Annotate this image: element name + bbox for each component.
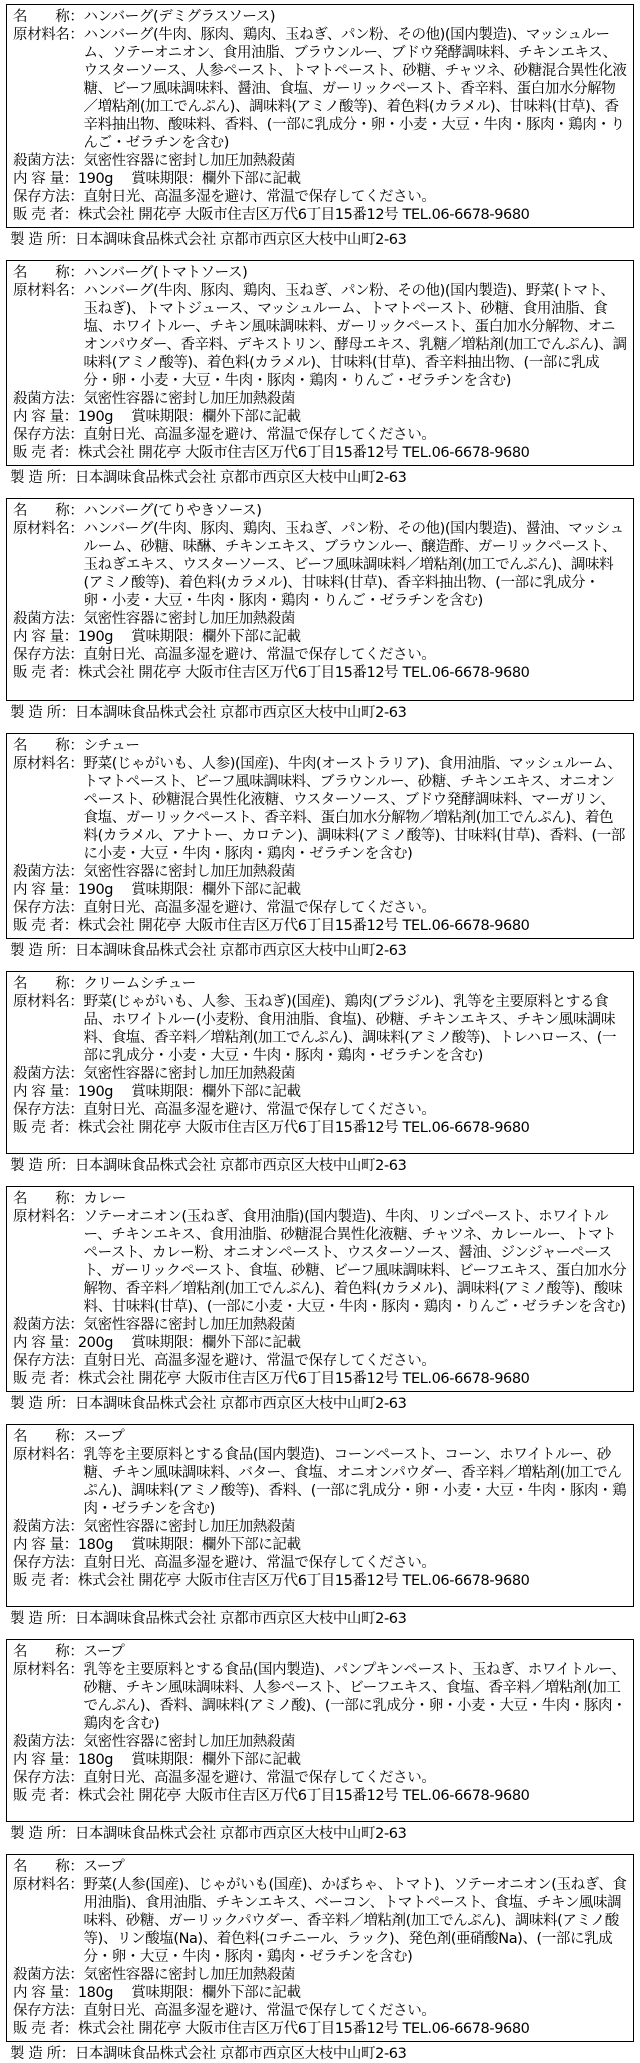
seller-key: 販 売 者：	[13, 2021, 78, 2037]
ingredients-value: 野菜(じゃがいも、人参)(国産)、牛肉(オーストラリア)、食用油脂、マッシュルーム、トマトペースト、ビーフ風味調味料、ブラウンルー、砂糖、チキンエキス、オニオンペースト、砂糖混合異性化液糖、ウスターソース、ブドウ発酵調味料、マーガリン、食塩、ガーリックペースト、香辛料、蛋白加水分解物／増粘剤(加工でんぷん)、着色料(カラメル、アナトー、カロテン)、調味料(アミノ酸等)、甘味料(甘草)、香料、(一部に小麦・大豆・牛肉・豚肉・鶏肉・ゼラチンを含む)	[83, 756, 625, 862]
manufacturer-key: 製 造 所：	[10, 232, 75, 248]
ingredients-row	[13, 520, 627, 610]
ingredients-key: 原材料名：	[13, 283, 84, 299]
ingredients-row	[13, 993, 627, 1065]
net-content-row	[13, 881, 627, 899]
storage-method-value: 直射日光、高温多湿を避け、常温で保存してください。	[83, 189, 436, 205]
storage-method-key: 保存方法：	[13, 647, 84, 663]
sterilization-method-row	[13, 1316, 627, 1334]
label-box	[6, 4, 634, 228]
seller-row	[13, 917, 627, 935]
net-content-row	[13, 1536, 627, 1554]
net-content-value: 180g 賞味期限：欄外下部に記載	[77, 1985, 301, 2001]
sterilization-method-key: 殺菌方法：	[13, 611, 84, 627]
storage-method-value: 直射日光、高温多湿を避け、常温で保存してください。	[83, 1555, 436, 1571]
ingredients-key: 原材料名：	[13, 521, 84, 537]
label-box	[6, 260, 634, 466]
seller-row	[13, 1572, 627, 1590]
net-content-value: 190g 賞味期限：欄外下部に記載	[77, 629, 301, 645]
ingredients-value: ハンバーグ(牛肉、豚肉、鶏肉、玉ねぎ、パン粉、その他)(国内製造)、醤油、マッシュルーム、砂糖、味醂、チキンエキス、ブラウンルー、醸造酢、ガーリックペースト、玉ねぎエキス、ウスターソース、ビーフ風味調味料／増粘剤(加工でんぷん)、調味料(アミノ酸等)、着色料(カラメル)、甘味料(甘草)、香辛料抽出物、(一部に乳成分・卵・小麦・大豆・牛肉・豚肉・鶏肉・りんご・ゼラチンを含む)	[83, 521, 624, 609]
net-content-value: 190g 賞味期限：欄外下部に記載	[77, 882, 301, 898]
sterilization-method-key: 殺菌方法：	[13, 1519, 84, 1535]
storage-method-row	[13, 1352, 627, 1370]
sterilization-method-key: 殺菌方法：	[13, 864, 84, 880]
label-box	[6, 498, 634, 701]
product-name-row	[13, 502, 627, 520]
seller-key: 販 売 者：	[13, 1120, 78, 1136]
sterilization-method-value: 気密性容器に密封し加圧加熱殺菌	[83, 391, 295, 407]
seller-key: 販 売 者：	[13, 1371, 78, 1387]
food-label-3	[6, 498, 634, 722]
net-content-value: 180g 賞味期限：欄外下部に記載	[77, 1752, 301, 1768]
label-box	[6, 1424, 634, 1607]
seller-row	[13, 1119, 627, 1137]
food-label-6	[6, 1186, 634, 1413]
product-name-key: 名 称：	[13, 1859, 84, 1875]
product-name-value: シチュー	[83, 738, 140, 754]
product-name-row	[13, 1643, 627, 1661]
manufacturer-row	[6, 228, 634, 249]
net-content-value: 200g 賞味期限：欄外下部に記載	[77, 1335, 301, 1351]
net-content-value: 180g 賞味期限：欄外下部に記載	[77, 1537, 301, 1553]
storage-method-row	[13, 1769, 627, 1787]
net-content-key: 内 容 量：	[13, 1752, 78, 1768]
storage-method-value: 直射日光、高温多湿を避け、常温で保存してください。	[83, 1770, 436, 1786]
food-label-9	[6, 1854, 634, 2063]
manufacturer-key: 製 造 所：	[10, 1611, 75, 1627]
ingredients-row	[13, 1661, 627, 1733]
product-name-key: 名 称：	[13, 9, 84, 25]
manufacturer-value: 日本調味食品株式会社 京都市西京区大枝中山町2-63	[74, 232, 407, 248]
product-name-value: カレー	[83, 1191, 126, 1207]
label-box	[6, 1854, 634, 2042]
label-box	[6, 971, 634, 1154]
storage-method-value: 直射日光、高温多湿を避け、常温で保存してください。	[83, 2003, 436, 2019]
sterilization-method-row	[13, 863, 627, 881]
manufacturer-row	[6, 701, 634, 722]
seller-row	[13, 444, 627, 462]
sterilization-method-row	[13, 1518, 627, 1536]
sterilization-method-row	[13, 610, 627, 628]
net-content-row	[13, 1751, 627, 1769]
manufacturer-key: 製 造 所：	[10, 2046, 75, 2062]
product-name-row	[13, 975, 627, 993]
manufacturer-value: 日本調味食品株式会社 京都市西京区大枝中山町2-63	[74, 705, 407, 721]
sterilization-method-value: 気密性容器に密封し加圧加熱殺菌	[83, 1066, 295, 1082]
storage-method-value: 直射日光、高温多湿を避け、常温で保存してください。	[83, 1353, 436, 1369]
seller-key: 販 売 者：	[13, 445, 78, 461]
manufacturer-value: 日本調味食品株式会社 京都市西京区大枝中山町2-63	[74, 1396, 407, 1412]
ingredients-value: 乳等を主要原料とする食品(国内製造)、パンプキンペースト、玉ねぎ、ホワイトルー、砂糖、チキン風味調味料、人参ペースト、ビーフエキス、食塩、香辛料／増粘剤(加工でんぷん)、香料、調味料(アミノ酸)、(一部に乳成分・卵・小麦・大豆・牛肉・豚肉・鶏肉を含む)	[83, 1662, 627, 1732]
sterilization-method-value: 気密性容器に密封し加圧加熱殺菌	[83, 153, 295, 169]
manufacturer-key: 製 造 所：	[10, 1158, 75, 1174]
food-label-1	[6, 4, 634, 249]
manufacturer-row	[6, 2042, 634, 2063]
ingredients-row	[13, 282, 627, 390]
seller-key: 販 売 者：	[13, 1573, 78, 1589]
net-content-key: 内 容 量：	[13, 1084, 78, 1100]
ingredients-key: 原材料名：	[13, 1662, 84, 1678]
storage-method-row	[13, 1101, 627, 1119]
ingredients-value: ハンバーグ(牛肉、豚肉、鶏肉、玉ねぎ、パン粉、その他)(国内製造)、マッシュルーム、ソテーオニオン、食用油脂、ブラウンルー、ブドウ発酵調味料、チキンエキス、ウスターソース、人参ペースト、トマトペースト、砂糖、チャツネ、砂糖混合異性化液糖、ビーフ風味調味料、醤油、食塩、ガーリックペースト、香辛料、蛋白加水分解物／増粘剤(加工でんぷん)、調味料(アミノ酸等)、着色料(カラメル)、甘味料(甘草)、香辛料抽出物、酸味料、香料、(一部に乳成分・卵・小麦・大豆・牛肉・豚肉・鶏肉・りんご・ゼラチンを含む)	[83, 27, 627, 151]
ingredients-key: 原材料名：	[13, 756, 84, 772]
ingredients-value: 乳等を主要原料とする食品(国内製造)、コーンペースト、コーン、ホワイトルー、砂糖、チキン風味調味料、バター、食塩、オニオンパウダー、香辛料／増粘剤(加工でんぷん)、調味料(アミノ酸等)、香料、(一部に乳成分・卵・小麦・大豆・牛肉・豚肉・鶏肉・ゼラチンを含む)	[83, 1447, 627, 1517]
sterilization-method-row	[13, 1065, 627, 1083]
manufacturer-row	[6, 1822, 634, 1843]
seller-row	[13, 1370, 627, 1388]
manufacturer-row	[6, 939, 634, 960]
net-content-row	[13, 1083, 627, 1101]
manufacturer-row	[6, 1154, 634, 1175]
sterilization-method-key: 殺菌方法：	[13, 1066, 84, 1082]
seller-value: 株式会社 開花亭 大阪市住吉区万代6丁目15番12号 TEL.06-6678-9680	[77, 665, 530, 681]
ingredients-row	[13, 1208, 627, 1316]
ingredients-key: 原材料名：	[13, 27, 84, 43]
sterilization-method-key: 殺菌方法：	[13, 1734, 84, 1750]
storage-method-key: 保存方法：	[13, 189, 84, 205]
seller-key: 販 売 者：	[13, 207, 78, 223]
storage-method-key: 保存方法：	[13, 1770, 84, 1786]
seller-value: 株式会社 開花亭 大阪市住吉区万代6丁目15番12号 TEL.06-6678-9680	[77, 1371, 530, 1387]
net-content-row	[13, 628, 627, 646]
ingredients-key: 原材料名：	[13, 1209, 84, 1225]
net-content-row	[13, 1334, 627, 1352]
food-label-8	[6, 1639, 634, 1843]
sterilization-method-key: 殺菌方法：	[13, 1317, 84, 1333]
net-content-value: 190g 賞味期限：欄外下部に記載	[77, 1084, 301, 1100]
ingredients-value: ソテーオニオン(玉ねぎ、食用油脂)(国内製造)、牛肉、リンゴペースト、ホワイトルー、チキンエキス、食用油脂、砂糖混合異性化液糖、チャツネ、カレールー、トマトペースト、カレー粉、オニオンペースト、ウスターソース、醤油、ジンジャーペースト、ガーリックペースト、食塩、砂糖、ビーフ風味調味料、ビーフエキス、蛋白加水分解物、香辛料／増粘剤(加工でんぷん)、着色料(カラメル)、調味料(アミノ酸等)、酸味料、甘味料(甘草)、(一部に小麦・大豆・牛肉・豚肉・鶏肉・りんご・ゼラチンを含む)	[83, 1209, 627, 1315]
manufacturer-row	[6, 1607, 634, 1628]
product-name-value: スープ	[83, 1429, 125, 1445]
ingredients-row	[13, 755, 627, 863]
storage-method-key: 保存方法：	[13, 900, 84, 916]
ingredients-value: ハンバーグ(牛肉、豚肉、鶏肉、玉ねぎ、パン粉、その他)(国内製造)、野菜(トマト、玉ねぎ)、トマトジュース、マッシュルーム、トマトペースト、砂糖、食用油脂、食塩、ホワイトルー、チキン風味調味料、ガーリックペースト、蛋白加水分解物、オニオンパウダー、香辛料、デキストリン、酵母エキス、乳糖／増粘剤(加工でんぷん)、調味料(アミノ酸等)、着色料(カラメル)、甘味料(甘草)、香辛料抽出物、(一部に乳成分・卵・小麦・大豆・牛肉・豚肉・鶏肉・りんご・ゼラチンを含む)	[83, 283, 627, 389]
ingredients-value: 野菜(人参(国産)、じゃがいも(国産)、かぼちゃ、トマト)、ソテーオニオン(玉ねぎ、食用油脂)、食用油脂、チキンエキス、ベーコン、トマトペースト、食塩、チキン風味調味料、砂糖、ガーリックパウダー、香辛料／増粘剤(加工でんぷん)、調味料(アミノ酸等)、リン酸塩(Na)、着色料(コチニール、ラック)、発色剤(亜硝酸Na)、(一部に乳成分・卵・大豆・牛肉・豚肉・鶏肉・ゼラチンを含む)	[83, 1877, 627, 1965]
sterilization-method-key: 殺菌方法：	[13, 1967, 84, 1983]
storage-method-key: 保存方法：	[13, 1102, 84, 1118]
seller-value: 株式会社 開花亭 大阪市住吉区万代6丁目15番12号 TEL.06-6678-9680	[77, 207, 530, 223]
product-name-value: クリームシチュー	[83, 976, 196, 992]
manufacturer-key: 製 造 所：	[10, 1396, 75, 1412]
manufacturer-value: 日本調味食品株式会社 京都市西京区大枝中山町2-63	[74, 2046, 407, 2062]
storage-method-row	[13, 899, 627, 917]
net-content-key: 内 容 量：	[13, 629, 78, 645]
ingredients-key: 原材料名：	[13, 1877, 84, 1893]
label-box	[6, 1639, 634, 1822]
net-content-value: 190g 賞味期限：欄外下部に記載	[77, 171, 301, 187]
sterilization-method-value: 気密性容器に密封し加圧加熱殺菌	[83, 1967, 295, 1983]
storage-method-key: 保存方法：	[13, 1353, 84, 1369]
manufacturer-value: 日本調味食品株式会社 京都市西京区大枝中山町2-63	[74, 1611, 407, 1627]
net-content-key: 内 容 量：	[13, 1985, 78, 2001]
sterilization-method-value: 気密性容器に密封し加圧加熱殺菌	[83, 611, 295, 627]
manufacturer-value: 日本調味食品株式会社 京都市西京区大枝中山町2-63	[74, 943, 407, 959]
food-label-4	[6, 733, 634, 960]
sterilization-method-value: 気密性容器に密封し加圧加熱殺菌	[83, 1734, 295, 1750]
seller-row	[13, 1787, 627, 1805]
storage-method-row	[13, 426, 627, 444]
product-name-key: 名 称：	[13, 976, 84, 992]
product-name-row	[13, 1428, 627, 1446]
seller-key: 販 売 者：	[13, 1788, 78, 1804]
sterilization-method-value: 気密性容器に密封し加圧加熱殺菌	[83, 864, 295, 880]
storage-method-row	[13, 646, 627, 664]
storage-method-row	[13, 2002, 627, 2020]
seller-row	[13, 664, 627, 682]
net-content-key: 内 容 量：	[13, 171, 78, 187]
manufacturer-row	[6, 1392, 634, 1413]
food-label-2	[6, 260, 634, 487]
sterilization-method-value: 気密性容器に密封し加圧加熱殺菌	[83, 1519, 295, 1535]
product-name-key: 名 称：	[13, 265, 84, 281]
seller-row	[13, 2020, 627, 2038]
manufacturer-key: 製 造 所：	[10, 1826, 75, 1842]
net-content-key: 内 容 量：	[13, 882, 78, 898]
net-content-key: 内 容 量：	[13, 1335, 78, 1351]
ingredients-key: 原材料名：	[13, 994, 84, 1010]
product-name-value: スープ	[83, 1859, 125, 1875]
manufacturer-key: 製 造 所：	[10, 705, 75, 721]
seller-value: 株式会社 開花亭 大阪市住吉区万代6丁目15番12号 TEL.06-6678-9680	[77, 1120, 530, 1136]
product-name-key: 名 称：	[13, 1429, 84, 1445]
product-name-key: 名 称：	[13, 1191, 84, 1207]
seller-key: 販 売 者：	[13, 918, 78, 934]
product-name-row	[13, 264, 627, 282]
seller-value: 株式会社 開花亭 大阪市住吉区万代6丁目15番12号 TEL.06-6678-9680	[77, 1573, 530, 1589]
product-name-value: ハンバーグ(てりやきソース)	[83, 503, 262, 519]
product-name-value: スープ	[83, 1644, 125, 1660]
storage-method-value: 直射日光、高温多湿を避け、常温で保存してください。	[83, 900, 436, 916]
storage-method-row	[13, 1554, 627, 1572]
sterilization-method-row	[13, 1966, 627, 1984]
product-name-row	[13, 1190, 627, 1208]
sterilization-method-key: 殺菌方法：	[13, 153, 84, 169]
ingredients-key: 原材料名：	[13, 1447, 84, 1463]
label-box	[6, 733, 634, 939]
sterilization-method-row	[13, 1733, 627, 1751]
seller-key: 販 売 者：	[13, 665, 78, 681]
food-label-5	[6, 971, 634, 1175]
product-name-key: 名 称：	[13, 738, 84, 754]
net-content-key: 内 容 量：	[13, 409, 78, 425]
seller-value: 株式会社 開花亭 大阪市住吉区万代6丁目15番12号 TEL.06-6678-9680	[77, 918, 530, 934]
product-name-value: ハンバーグ(デミグラスソース)	[83, 9, 276, 25]
net-content-value: 190g 賞味期限：欄外下部に記載	[77, 409, 301, 425]
sterilization-method-row	[13, 390, 627, 408]
product-name-row	[13, 8, 627, 26]
manufacturer-value: 日本調味食品株式会社 京都市西京区大枝中山町2-63	[74, 470, 407, 486]
ingredients-value: 野菜(じゃがいも、人参、玉ねぎ)(国産)、鶏肉(ブラジル)、乳等を主要原料とする食品、ホワイトルー(小麦粉、食用油脂、食塩)、砂糖、チキンエキス、チキン風味調味料、食塩、香辛料／増粘剤(加工でんぷん)、調味料(アミノ酸等)、トレハロース、(一部に乳成分・小麦・大豆・牛肉・豚肉・鶏肉・ゼラチンを含む)	[83, 994, 617, 1064]
product-name-value: ハンバーグ(トマトソース)	[83, 265, 248, 281]
ingredients-row	[13, 1446, 627, 1518]
manufacturer-row	[6, 466, 634, 487]
net-content-row	[13, 170, 627, 188]
net-content-key: 内 容 量：	[13, 1537, 78, 1553]
seller-value: 株式会社 開花亭 大阪市住吉区万代6丁目15番12号 TEL.06-6678-9680	[77, 2021, 530, 2037]
storage-method-key: 保存方法：	[13, 1555, 84, 1571]
storage-method-value: 直射日光、高温多湿を避け、常温で保存してください。	[83, 647, 436, 663]
food-label-7	[6, 1424, 634, 1628]
product-name-key: 名 称：	[13, 1644, 84, 1660]
storage-method-value: 直射日光、高温多湿を避け、常温で保存してください。	[83, 427, 436, 443]
sterilization-method-row	[13, 152, 627, 170]
storage-method-row	[13, 188, 627, 206]
sterilization-method-key: 殺菌方法：	[13, 391, 84, 407]
storage-method-value: 直射日光、高温多湿を避け、常温で保存してください。	[83, 1102, 436, 1118]
manufacturer-value: 日本調味食品株式会社 京都市西京区大枝中山町2-63	[74, 1826, 407, 1842]
storage-method-key: 保存方法：	[13, 427, 84, 443]
product-name-key: 名 称：	[13, 503, 84, 519]
ingredients-row	[13, 26, 627, 152]
manufacturer-key: 製 造 所：	[10, 943, 75, 959]
net-content-row	[13, 408, 627, 426]
net-content-row	[13, 1984, 627, 2002]
seller-value: 株式会社 開花亭 大阪市住吉区万代6丁目15番12号 TEL.06-6678-9680	[77, 445, 530, 461]
manufacturer-key: 製 造 所：	[10, 470, 75, 486]
product-name-row	[13, 1858, 627, 1876]
ingredients-row	[13, 1876, 627, 1966]
manufacturer-value: 日本調味食品株式会社 京都市西京区大枝中山町2-63	[74, 1158, 407, 1174]
label-box	[6, 1186, 634, 1392]
product-name-row	[13, 737, 627, 755]
seller-row	[13, 206, 627, 224]
storage-method-key: 保存方法：	[13, 2003, 84, 2019]
seller-value: 株式会社 開花亭 大阪市住吉区万代6丁目15番12号 TEL.06-6678-9680	[77, 1788, 530, 1804]
sterilization-method-value: 気密性容器に密封し加圧加熱殺菌	[83, 1317, 295, 1333]
